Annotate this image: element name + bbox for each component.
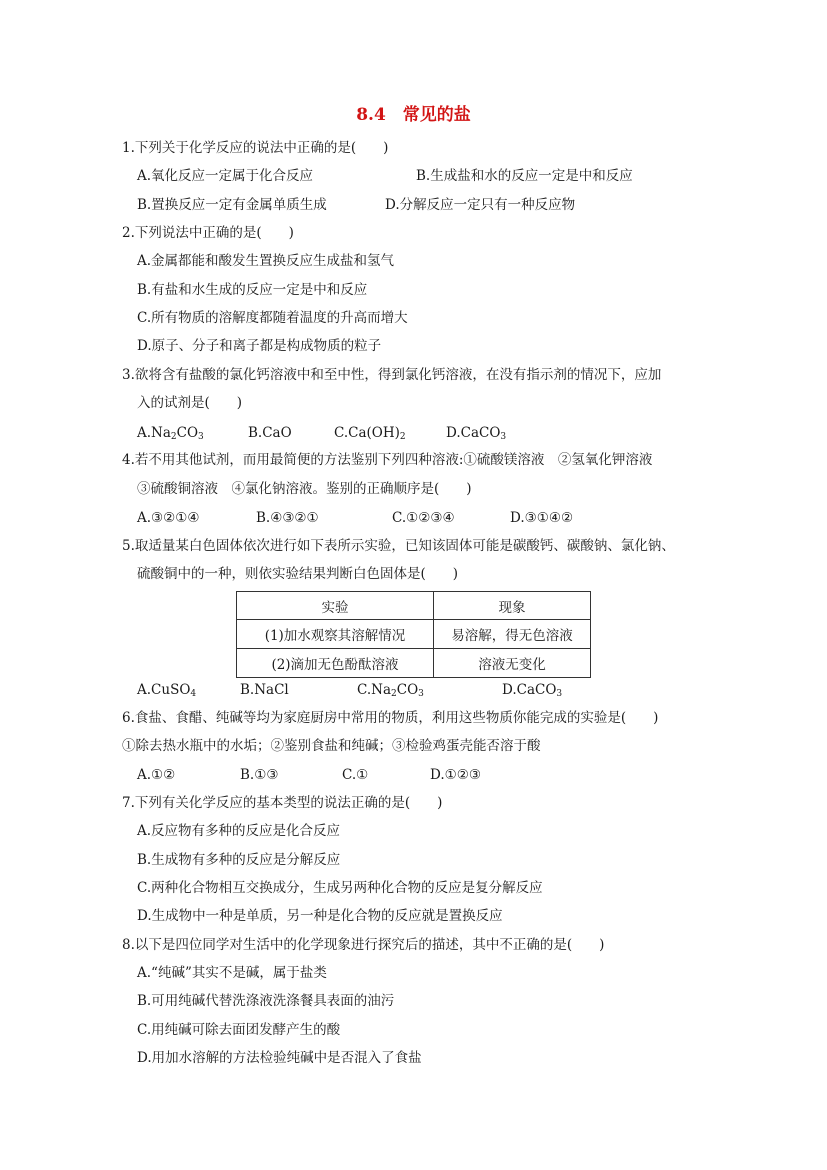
q5-option-b: B.NaCl bbox=[240, 682, 289, 698]
q7-stem: 7.下列有关化学反应的基本类型的说法正确的是( ) bbox=[122, 795, 443, 811]
q2-stem: 2.下列说法中正确的是( ) bbox=[122, 225, 294, 241]
table-header-cell: 实验 bbox=[237, 592, 434, 620]
table-cell: 易溶解，得无色溶液 bbox=[434, 620, 591, 649]
q4-option-a: A.③②①④ bbox=[137, 510, 200, 526]
q1-option-c: B.置换反应一定有金属单质生成 bbox=[137, 197, 327, 213]
q3-stem-line2: 入的试剂是( ) bbox=[137, 395, 243, 411]
q7-option-c: C.两种化合物相互交换成分，生成另两种化合物的反应是复分解反应 bbox=[137, 880, 543, 896]
q6-option-c: C.① bbox=[342, 767, 369, 783]
q4-stem-line1: 4.若不用其他试剂，而用最简便的方法鉴别下列四种溶液:①硫酸镁溶液 ②氢氧化钾溶液 bbox=[122, 452, 653, 468]
q7-option-d: D.生成物中一种是单质，另一种是化合物的反应就是置换反应 bbox=[137, 908, 503, 924]
q5-option-c: $C.Na_2CO_3$ bbox=[357, 682, 424, 699]
q6-option-d: D.①②③ bbox=[430, 767, 481, 783]
q5-option-d: D.CaCO$_3$ bbox=[502, 682, 563, 699]
page-title: 8.4 常见的盐 bbox=[356, 105, 471, 125]
q8-option-a: A.“纯碱”其实不是碱，属于盐类 bbox=[137, 965, 327, 981]
q3-option-c: $C.Ca(OH)_2$ bbox=[334, 425, 406, 442]
q3-option-b: B.CaO bbox=[248, 425, 292, 441]
q5-option-a: A.CuSO$_4$ bbox=[137, 682, 197, 699]
q6-stem-line2: ①除去热水瓶中的水垢；②鉴别食盐和纯碱；③检验鸡蛋壳能否溶于酸 bbox=[122, 738, 541, 754]
q7-option-b: B.生成物有多种的反应是分解反应 bbox=[137, 852, 341, 868]
q6-option-a: A.①② bbox=[137, 767, 176, 783]
q3-option-a: $A.Na_2CO_3$ bbox=[137, 425, 204, 442]
q3-option-d: D.CaCO$_3$ bbox=[446, 425, 507, 442]
q5-stem-line1: 5.取适量某白色固体依次进行如下表所示实验，已知该固体可能是碳酸钙、碳酸钠、氯化钠、 bbox=[122, 538, 675, 554]
q1-stem: 1.下列关于化学反应的说法中正确的是( ) bbox=[122, 140, 389, 156]
q4-option-c: C.①②③④ bbox=[392, 510, 455, 526]
q2-option-a: A.金属都能和酸发生置换反应生成盐和氢气 bbox=[137, 253, 395, 269]
q3-stem-line1: 3.欲将含有盐酸的氯化钙溶液中和至中性，得到氯化钙溶液，在没有指示剂的情况下，应加 bbox=[122, 367, 662, 383]
q8-stem: 8.以下是四位同学对生活中的化学现象进行探究后的描述，其中不正确的是( ) bbox=[122, 937, 605, 953]
q4-option-d: D.③①④② bbox=[510, 510, 574, 526]
table-cell: 溶液无变化 bbox=[434, 649, 591, 678]
q5-stem-line2: 硫酸铜中的一种，则依实验结果判断白色固体是( ) bbox=[137, 566, 459, 582]
q2-option-c: C.所有物质的溶解度都随着温度的升高而增大 bbox=[137, 310, 408, 326]
q4-option-b: B.④③②① bbox=[256, 510, 319, 526]
q7-option-a: A.反应物有多种的反应是化合反应 bbox=[137, 823, 341, 839]
q8-option-d: D.用加水溶解的方法检验纯碱中是否混入了食盐 bbox=[137, 1050, 422, 1066]
table-cell: (2)滴加无色酚酞溶液 bbox=[237, 649, 434, 678]
q1-option-d: D.分解反应一定只有一种反应物 bbox=[385, 197, 576, 213]
q1-option-b: B.生成盐和水的反应一定是中和反应 bbox=[416, 168, 633, 184]
table-header-row bbox=[237, 592, 591, 620]
q8-option-c: C.用纯碱可除去面团发酵产生的酸 bbox=[137, 1022, 341, 1038]
table-row bbox=[237, 620, 591, 649]
experiment-table bbox=[236, 591, 591, 678]
q4-stem-line2: ③硫酸铜溶液 ④氯化钠溶液。鉴别的正确顺序是( ) bbox=[137, 481, 472, 497]
q1-option-a: A.氧化反应一定属于化合反应 bbox=[137, 168, 314, 184]
q6-option-b: B.①③ bbox=[240, 767, 279, 783]
q2-option-b: B.有盐和水生成的反应一定是中和反应 bbox=[137, 282, 368, 298]
table-row bbox=[237, 649, 591, 678]
q8-option-b: B.可用纯碱代替洗涤液洗涤餐具表面的油污 bbox=[137, 993, 395, 1009]
q6-stem-line1: 6.食盐、食醋、纯碱等均为家庭厨房中常用的物质，利用这些物质你能完成的实验是( ) bbox=[122, 710, 659, 726]
table-cell: (1)加水观察其溶解情况 bbox=[237, 620, 434, 649]
q2-option-d: D.原子、分子和离子都是构成物质的粒子 bbox=[137, 338, 382, 354]
table-header-cell: 现象 bbox=[434, 592, 591, 620]
